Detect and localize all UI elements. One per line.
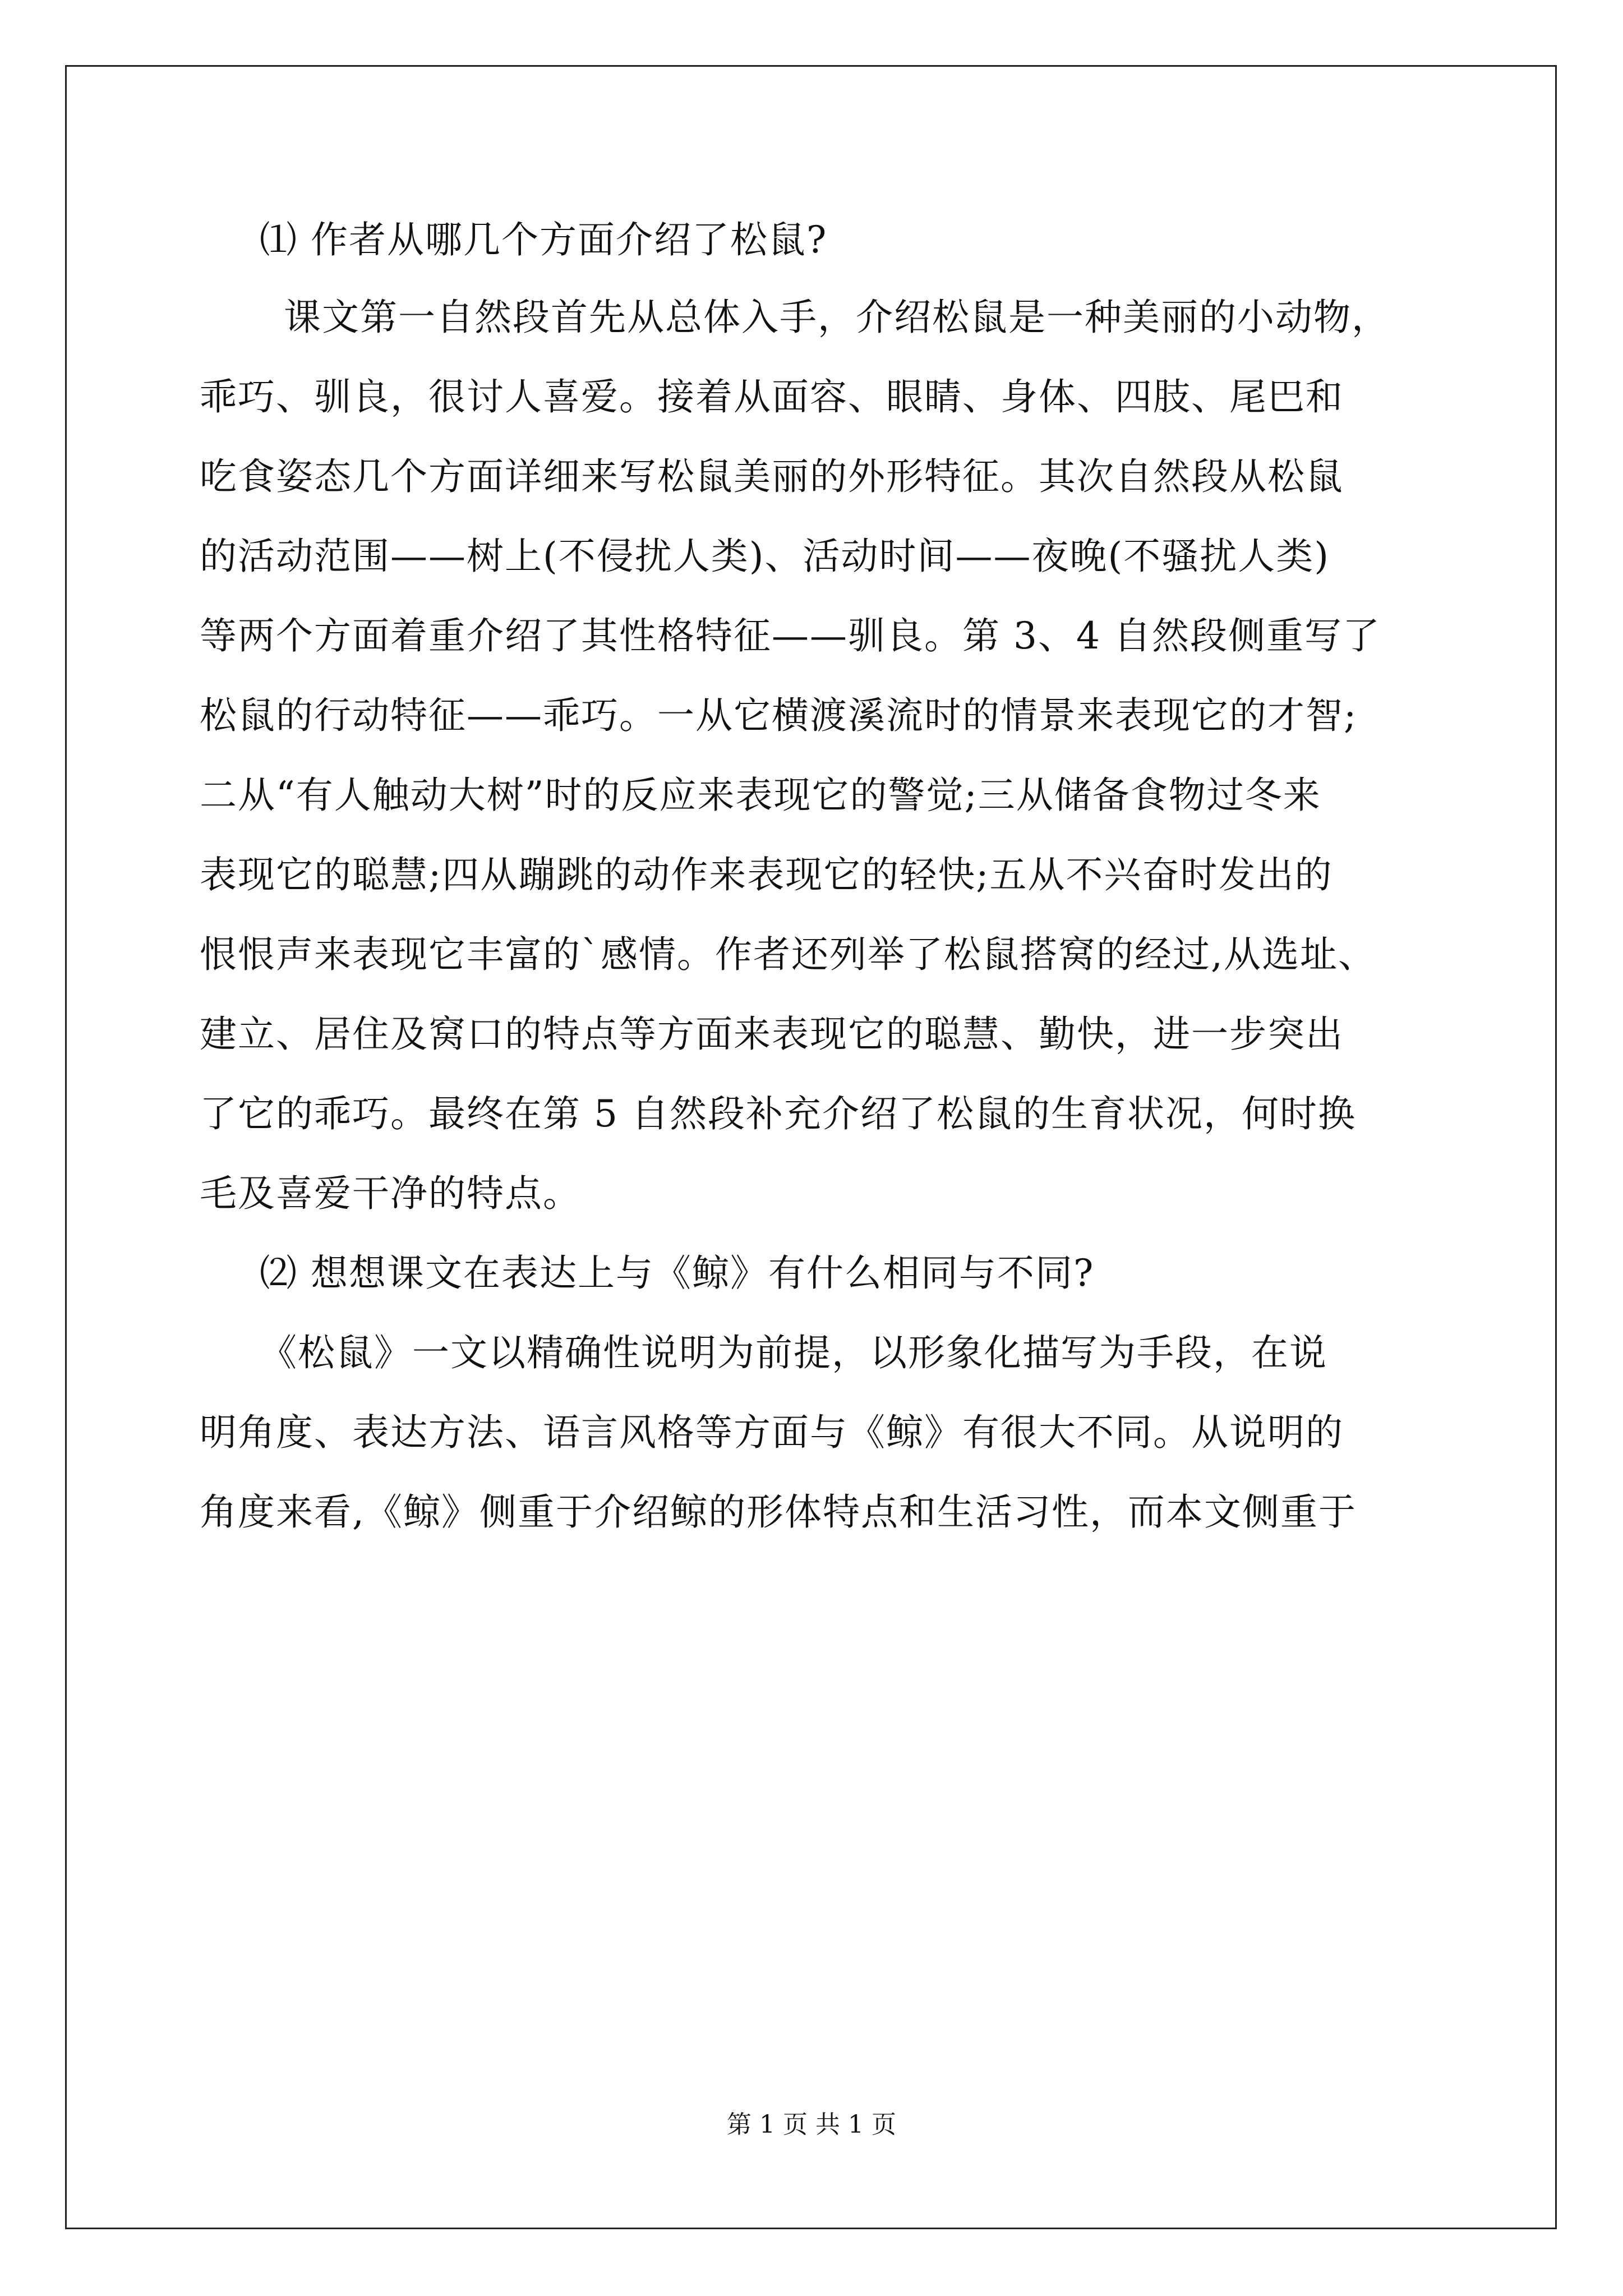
question-1: ⑴ 作者从哪几个方面介绍了松鼠? [260,218,828,261]
paragraph-line: 表现它的聪慧;四从蹦跳的动作来表现它的轻快;五从不兴奋时发出的 [200,853,1333,896]
paragraph-line: 建立、居住及窝口的特点等方面来表现它的聪慧、勤快，进一步突出 [200,1013,1344,1056]
question-2: ⑵ 想想课文在表达上与《鲸》有什么相同与不同? [260,1251,1095,1295]
paragraph-line: 《松鼠》一文以精确性说明为前提，以形象化描写为手段，在说 [260,1331,1327,1374]
paragraph-line: 吃食姿态几个方面详细来写松鼠美丽的外形特征。其次自然段从松鼠 [200,455,1344,498]
paragraph-line: 二从“有人触动大树”时的反应来表现它的警觉;三从储备食物过冬来 [200,774,1321,817]
paragraph-line: 毛及喜爱干净的特点。 [200,1172,581,1215]
paragraph-line: 乖巧、驯良，很讨人喜爱。接着从面容、眼睛、身体、四肢、尾巴和 [200,375,1344,418]
paragraph-line: 角度来看,《鲸》侧重于介绍鲸的形体特点和生活习性，而本文侧重于 [200,1490,1357,1534]
page-number-footer: 第 1 页 共 1 页 [727,2110,896,2139]
paragraph-line: 等两个方面着重介绍了其性格特征——驯良。第 3、4 自然段侧重写了 [200,614,1381,657]
paragraph-line: 课文第一自然段首先从总体入手，介绍松鼠是一种美丽的小动物， [284,296,1390,339]
paragraph-line: 了它的乖巧。最终在第 5 自然段补充介绍了松鼠的生育状况，何时换 [200,1092,1356,1135]
paragraph-line: 明角度、表达方法、语言风格等方面与《鲸》有很大不同。从说明的 [200,1411,1344,1454]
paragraph-line: 恨恨声来表现它丰富的`感情。作者还列举了松鼠搭窝的经过,从选址、 [200,933,1376,976]
paragraph-line: 的活动范围——树上(不侵扰人类)、活动时间——夜晚(不骚扰人类) [200,535,1330,578]
paragraph-line: 松鼠的行动特征——乖巧。一从它横渡溪流时的情景来表现它的才智; [200,694,1358,737]
